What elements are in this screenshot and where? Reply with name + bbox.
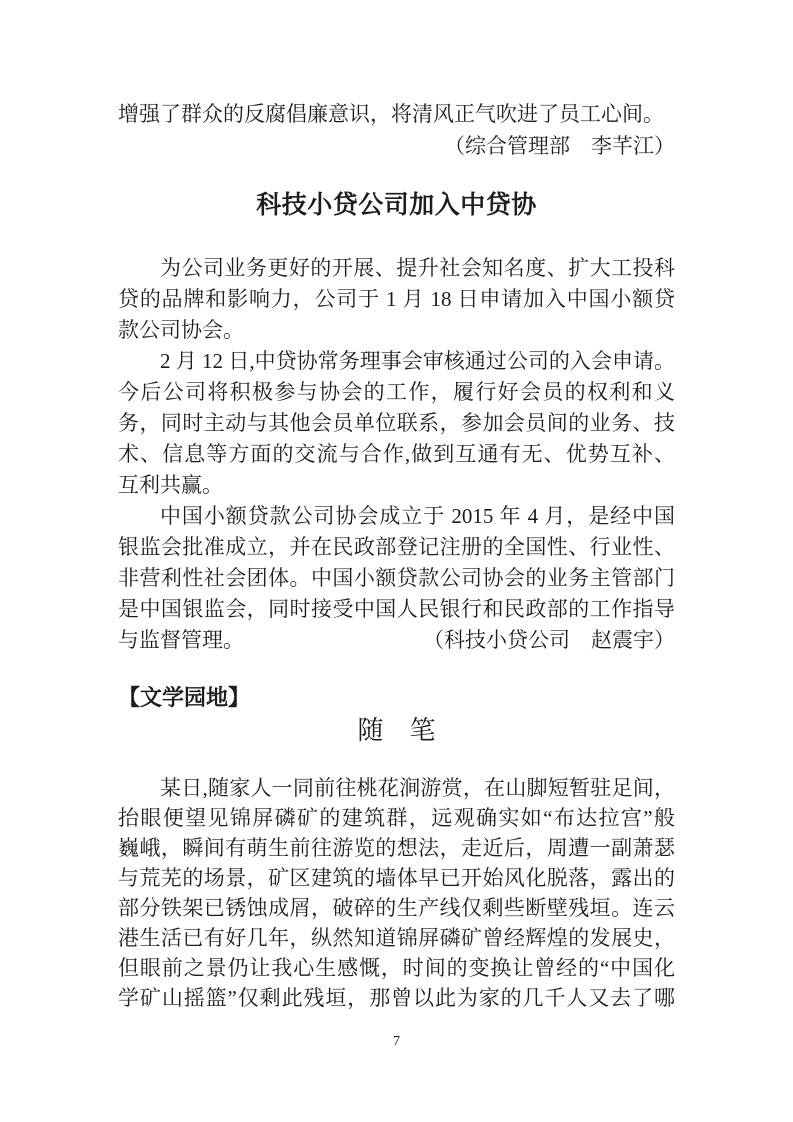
prev-article-last-line: 增强了群众的反腐倡廉意识，将清风正气吹进了员工心间。 bbox=[118, 102, 664, 126]
prev-article-byline: （综合管理部 李芊江） bbox=[444, 134, 675, 158]
text-line: 巍峨，瞬间有萌生前往游览的想法，走近后，周遭一副萧瑟 bbox=[118, 836, 675, 860]
text-line: 某日,随家人一同前往桃花涧游赏，在山脚短暂驻足间， bbox=[160, 776, 675, 800]
text-line: 术、信息等方面的交流与合作,做到互通有无、优势互补、 bbox=[118, 442, 675, 466]
text-line: 为公司业务更好的开展、提升社会知名度、扩大工投科 bbox=[160, 256, 675, 280]
literature-section-label: 【文学园地】 bbox=[118, 685, 251, 710]
text-line: 贷的品牌和影响力，公司于 1 月 18 日申请加入中国小额贷 bbox=[118, 287, 675, 311]
text-line: 非营利性社会团体。中国小额贷款公司协会的业务主管部门 bbox=[118, 566, 675, 590]
page-content bbox=[118, 98, 675, 1013]
text-line: 抬眼便望见锦屏磷矿的建筑群，远观确实如“布达拉宫”般 bbox=[118, 806, 675, 830]
text-line: 学矿山摇篮”仅剩此残垣，那曾以此为家的几千人又去了哪 bbox=[118, 986, 675, 1010]
text-line: 银监会批准成立，并在民政部登记注册的全国性、行业性、 bbox=[118, 535, 675, 559]
essay-title: 随 笔 bbox=[357, 715, 436, 745]
article-paragraph-1 bbox=[118, 253, 675, 346]
article-closing-text: 与监督管理。 bbox=[118, 628, 244, 652]
text-line: 款公司协会。 bbox=[118, 318, 244, 342]
article-paragraph-2 bbox=[118, 346, 675, 501]
essay-paragraph bbox=[118, 773, 675, 1013]
text-line: 互利共赢。 bbox=[118, 473, 223, 497]
text-line: 部分铁架已锈蚀成屑，破碎的生产线仅剩些断壁残垣。连云 bbox=[118, 896, 675, 920]
text-line: 与荒芜的场景，矿区建筑的墙体早已开始风化脱落，露出的 bbox=[118, 866, 675, 890]
text-line: 今后公司将积极参与协会的工作，履行好会员的权利和义 bbox=[118, 380, 675, 404]
page-number: 7 bbox=[393, 1034, 400, 1049]
article-byline: （科技小贷公司 赵震宇） bbox=[423, 628, 675, 652]
text-line: 2 月 12 日,中贷协常务理事会审核通过公司的入会申请。 bbox=[160, 349, 675, 373]
text-line: 是中国银监会，同时接受中国人民银行和民政部的工作指导 bbox=[118, 597, 675, 621]
text-line: 务，同时主动与其他会员单位联系，参加会员间的业务、技 bbox=[118, 411, 675, 435]
article-paragraph-3 bbox=[118, 501, 675, 625]
article-closing-row bbox=[118, 625, 675, 656]
text-line: 中国小额贷款公司协会成立于 2015 年 4 月，是经中国 bbox=[160, 504, 675, 528]
text-line: 港生活已有好几年，纵然知道锦屏磷矿曾经辉煌的发展史， bbox=[118, 926, 675, 950]
article-title: 科技小贷公司加入中贷协 bbox=[256, 191, 537, 219]
text-line: 但眼前之景仍让我心生感慨，时间的变换让曾经的“中国化 bbox=[118, 956, 675, 980]
